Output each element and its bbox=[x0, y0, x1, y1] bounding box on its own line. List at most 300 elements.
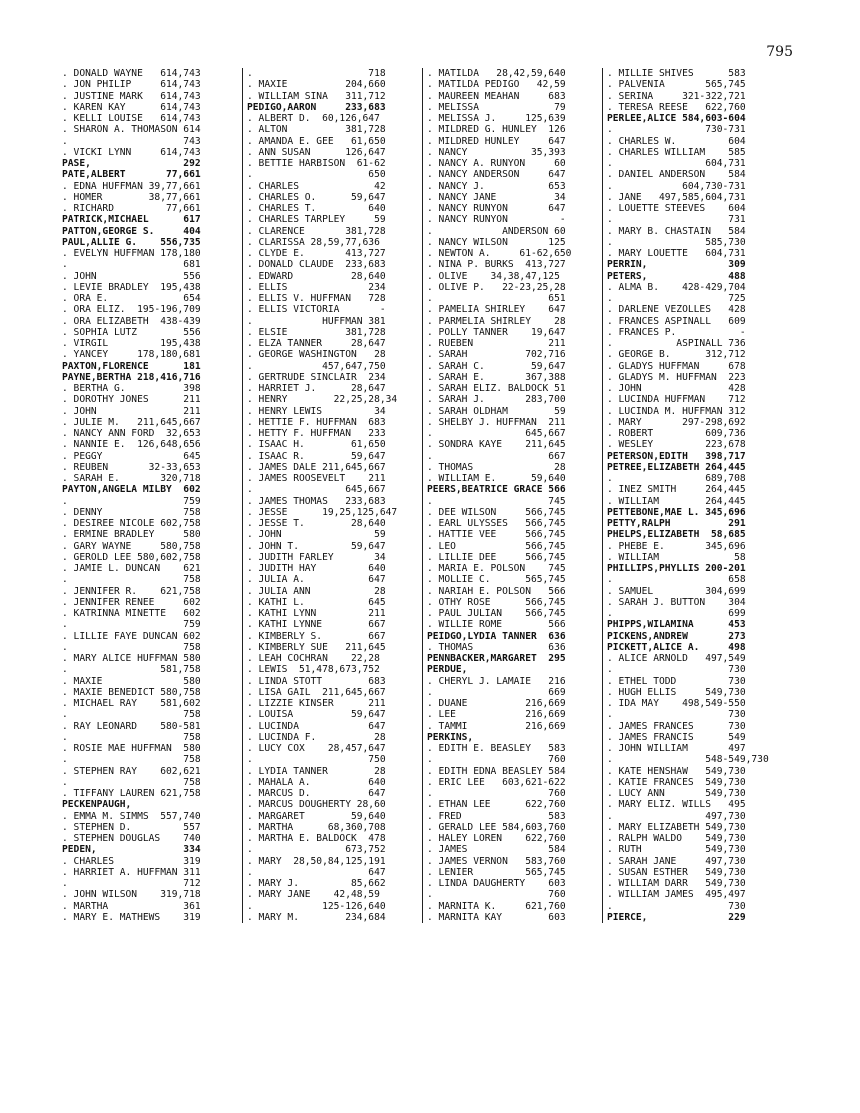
index-columns bbox=[62, 68, 782, 923]
index-entry: . MARTHA E. BALDOCK 478 bbox=[247, 833, 386, 844]
index-entry: . ALMA B. 428-429,704 bbox=[607, 281, 746, 293]
index-entry: . MILDRED HUNLEY 647 bbox=[427, 135, 566, 147]
index-entry: . LUCINDA 647 bbox=[247, 720, 386, 732]
index-entry: . MATILDA PEDIGO 42,59 bbox=[427, 79, 566, 91]
index-entry: . WILLIAM SINA 311,712 bbox=[247, 90, 386, 102]
index-surname-entry: PETTEBONE,MAE L. 345,696 bbox=[607, 506, 746, 518]
index-entry: . 718 bbox=[247, 68, 386, 79]
index-entry: . JOHN T. 59,647 bbox=[247, 540, 386, 552]
index-surname-entry: PATRICK,MICHAEL 617 bbox=[62, 214, 201, 226]
index-entry: . HETTY F. HUFFMAN 233 bbox=[247, 428, 386, 439]
index-entry: . WILLIAM 264,445 bbox=[607, 495, 746, 507]
index-entry: . MARGARET 59,640 bbox=[247, 810, 386, 822]
index-entry: . RUEBEN 211 bbox=[427, 338, 566, 349]
index-entry: . MILDRED G. HUNLEY 126 bbox=[427, 124, 566, 136]
index-entry: . SAMUEL 304,699 bbox=[607, 585, 746, 597]
index-entry: . GERALD LEE 584,603,760 bbox=[427, 821, 566, 833]
index-entry: . ALBERT D. 60,126,647 bbox=[247, 113, 380, 124]
index-surname-entry: PASE, 292 bbox=[62, 158, 201, 169]
index-entry: . CHARLES 319 bbox=[62, 855, 201, 867]
index-entry: . MARY 297-298,692 bbox=[607, 416, 746, 428]
index-entry: . PALVENIA 565,745 bbox=[607, 79, 746, 91]
index-entry: . JON PHILIP 614,743 bbox=[62, 79, 201, 91]
index-surname-entry: PERLEE,ALICE 584,603-604 bbox=[607, 113, 746, 124]
index-entry: . MARTHA 68,360,708 bbox=[247, 821, 386, 833]
index-entry: . HUFFMAN 381 bbox=[247, 315, 386, 327]
index-entry: . NANCY RUNYON 647 bbox=[427, 203, 566, 214]
index-entry: . JENNIFER RENEE 602 bbox=[62, 596, 201, 608]
index-entry: . MICHAEL RAY 581,602 bbox=[62, 698, 201, 709]
index-entry: . GLADYS HUFFMAN 678 bbox=[607, 360, 746, 372]
index-entry: . PEGGY 645 bbox=[62, 450, 201, 462]
index-entry: . JOHN 556 bbox=[62, 270, 201, 282]
index-entry: . HARRIET A. HUFFMAN 311 bbox=[62, 866, 201, 878]
index-entry: . ISAAC H. 61,650 bbox=[247, 439, 386, 451]
index-entry: . JOHN 59 bbox=[247, 529, 386, 541]
index-entry: . MARY 28,50,84,125,191 bbox=[247, 855, 386, 867]
index-entry: . 730 bbox=[607, 900, 746, 912]
index-entry: . JULIA A. 647 bbox=[247, 574, 386, 586]
index-entry: . KATHI L. 645 bbox=[247, 596, 386, 608]
index-entry: . 743 bbox=[62, 135, 201, 147]
index-entry: . DANIEL ANDERSON 584 bbox=[607, 169, 746, 181]
index-entry: . LEO 566,745 bbox=[427, 540, 566, 552]
index-entry: . STEPHEN DOUGLAS 740 bbox=[62, 833, 201, 844]
index-entry: . KATIE FRANCES 549,730 bbox=[607, 776, 746, 788]
index-entry: . LEVIE BRADLEY 195,438 bbox=[62, 281, 201, 293]
index-entry: . KAREN KAY 614,743 bbox=[62, 101, 201, 113]
index-entry: . JESSE 19,25,125,647 bbox=[247, 506, 398, 518]
index-entry: . ANN SUSAN 126,647 bbox=[247, 146, 386, 158]
index-surname-entry: PEDIGO,AARON 233,683 bbox=[247, 101, 386, 113]
index-surname-entry: PETERS, 488 bbox=[607, 270, 746, 282]
index-entry: . SONDRA KAYE 211,645 bbox=[427, 439, 566, 451]
index-entry: . 651 bbox=[427, 293, 566, 304]
index-entry: . JAMIE L. DUNCAN 621 bbox=[62, 563, 201, 574]
index-entry: . ELLIS 234 bbox=[247, 281, 386, 293]
index-surname-entry: PAXTON,FLORENCE 181 bbox=[62, 360, 201, 372]
index-entry: . ELSIE 381,728 bbox=[247, 326, 386, 338]
index-entry: . SARAH 702,716 bbox=[427, 349, 566, 361]
index-entry: . EDITH E. BEASLEY 583 bbox=[427, 743, 566, 754]
index-entry: . ORA ELIZ. 195-196,709 bbox=[62, 304, 201, 316]
index-entry: . MAXIE 204,660 bbox=[247, 79, 386, 91]
index-entry: . 457,647,750 bbox=[247, 360, 386, 372]
index-entry: . LEAH COCHRAN 22,28 bbox=[247, 653, 380, 664]
index-entry: . 758 bbox=[62, 754, 201, 766]
index-entry: . JAMES VERNON 583,760 bbox=[427, 855, 566, 867]
index-entry: . JUDITH HAY 640 bbox=[247, 563, 386, 574]
index-entry: . 758 bbox=[62, 709, 201, 721]
index-entry: . 497,730 bbox=[607, 810, 746, 822]
index-entry: . NANCY ANN FORD 32,653 bbox=[62, 428, 201, 439]
index-entry: . ETHEL TODD 730 bbox=[607, 675, 746, 687]
index-entry: . LUCY COX 28,457,647 bbox=[247, 743, 386, 754]
index-entry: . RUTH 549,730 bbox=[607, 844, 746, 856]
index-entry: . NANCY WILSON 125 bbox=[427, 236, 566, 248]
index-entry: . 730-731 bbox=[607, 124, 746, 136]
index-entry: . JOHN 211 bbox=[62, 405, 201, 417]
index-entry: . DENNY 758 bbox=[62, 506, 201, 518]
index-entry: . LUCY ANN 549,730 bbox=[607, 788, 746, 799]
index-entry: . GERTRUDE SINCLAIR 234 bbox=[247, 371, 386, 383]
index-entry: . LIZZIE KINSER 211 bbox=[247, 698, 386, 709]
index-surname-entry: PAUL,ALLIE G. 556,735 bbox=[62, 236, 201, 248]
index-entry: . EDWARD 28,640 bbox=[247, 270, 386, 282]
index-entry: . 647 bbox=[247, 866, 386, 878]
index-entry: . MARY J. 85,662 bbox=[247, 878, 386, 889]
index-entry: . JAMES THOMAS 233,683 bbox=[247, 495, 386, 507]
index-entry: . 585,730 bbox=[607, 236, 746, 248]
index-entry: . LUCINDA HUFFMAN 712 bbox=[607, 394, 746, 406]
index-entry: . JOHN WILSON 319,718 bbox=[62, 889, 201, 901]
index-entry: . ERIC LEE 603,621-622 bbox=[427, 776, 566, 788]
index-entry: . RAY LEONARD 580-581 bbox=[62, 720, 201, 732]
index-entry: . MARY ELIZABETH 549,730 bbox=[607, 821, 746, 833]
index-entry: . SARAH J. BUTTON 304 bbox=[607, 596, 746, 608]
index-entry: . LUCINDA F. 28 bbox=[247, 731, 386, 743]
index-entry: . HATTIE VEE 566,745 bbox=[427, 529, 566, 541]
index-entry: . 760 bbox=[427, 788, 566, 799]
index-entry: . CHARLES TARPLEY 59 bbox=[247, 214, 386, 226]
index-entry: . CLYDE E. 413,727 bbox=[247, 248, 386, 259]
index-entry: . ASPINALL 736 bbox=[607, 338, 746, 349]
index-entry: . NANCY RUNYON - bbox=[427, 214, 566, 226]
index-entry: . LEWIS 51,478,673,752 bbox=[247, 664, 380, 676]
index-entry: . INEZ SMITH 264,445 bbox=[607, 484, 746, 496]
index-entry: . ALTON 381,728 bbox=[247, 124, 386, 136]
index-entry: . TIFFANY LAUREN 621,758 bbox=[62, 788, 201, 799]
index-entry: . MARIA E. POLSON 745 bbox=[427, 563, 566, 574]
index-entry: . OLIVE P. 22-23,25,28 bbox=[427, 281, 566, 293]
index-entry: . WILLIAM E. 59,640 bbox=[427, 473, 566, 484]
index-entry: . EDITH EDNA BEASLEY 584 bbox=[427, 765, 566, 777]
index-entry: . RALPH WALDO 549,730 bbox=[607, 833, 746, 844]
index-entry: . MARY ALICE HUFFMAN 580 bbox=[62, 653, 201, 664]
index-entry: . GEROLD LEE 580,602,758 bbox=[62, 551, 201, 563]
index-entry: . GARY WAYNE 580,758 bbox=[62, 540, 201, 552]
index-entry: . KELLI LOUISE 614,743 bbox=[62, 113, 201, 124]
index-entry: . 758 bbox=[62, 641, 201, 653]
index-entry: . LYDIA TANNER 28 bbox=[247, 765, 386, 777]
index-entry: . YANCEY 178,180,681 bbox=[62, 349, 201, 361]
index-entry: . JUSTINE MARK 614,743 bbox=[62, 90, 201, 102]
index-entry: . BERTHA G. 398 bbox=[62, 383, 201, 394]
index-entry: . SOPHIA LUTZ 556 bbox=[62, 326, 201, 338]
index-entry: . ELZA TANNER 28,647 bbox=[247, 338, 386, 349]
index-entry: . SHELBY J. HUFFMAN 211 bbox=[427, 416, 566, 428]
index-entry: . JAMES FRANCIS 549 bbox=[607, 731, 746, 743]
index-entry: . MARY ELIZ. WILLS 495 bbox=[607, 799, 746, 811]
index-entry: . WILLIAM JAMES 495,497 bbox=[607, 889, 746, 901]
index-entry: . DONALD WAYNE 614,743 bbox=[62, 68, 201, 79]
index-entry: . NANCY J. 653 bbox=[427, 180, 566, 192]
index-entry: . 759 bbox=[62, 495, 201, 507]
index-entry: . MAXIE 580 bbox=[62, 675, 201, 687]
index-entry: . JOHN 428 bbox=[607, 383, 746, 394]
index-entry: . MARNITA K. 621,760 bbox=[427, 900, 566, 912]
index-entry: . MARY B. CHASTAIN 584 bbox=[607, 225, 746, 237]
index-entry: . DARLENE VEZOLLES 428 bbox=[607, 304, 746, 316]
index-entry: . MARCUS DOUGHERTY 28,60 bbox=[247, 799, 386, 811]
index-entry: . SARAH C. 59,647 bbox=[427, 360, 566, 372]
index-surname-entry: PEDEN, 334 bbox=[62, 844, 201, 856]
index-entry: . NANNIE E. 126,648,656 bbox=[62, 439, 201, 451]
index-entry: . 548-549,730 bbox=[607, 754, 769, 766]
index-entry: . OTHY ROSE 566,745 bbox=[427, 596, 566, 608]
index-entry: . 758 bbox=[62, 574, 201, 586]
index-surname-entry: PHELPS,ELIZABETH 58,685 bbox=[607, 529, 746, 541]
index-entry: . ORA E. 654 bbox=[62, 293, 201, 304]
index-entry: . CHARLES 42 bbox=[247, 180, 386, 192]
index-entry: . SARAH JANE 497,730 bbox=[607, 855, 746, 867]
index-entry: . NANCY ANDERSON 647 bbox=[427, 169, 566, 181]
index-entry: . HOMER 38,77,661 bbox=[62, 191, 201, 203]
index-entry: . SARAH OLDHAM 59 bbox=[427, 405, 566, 417]
index-entry: . VIRGIL 195,438 bbox=[62, 338, 201, 349]
index-entry: . 125-126,640 bbox=[247, 900, 386, 912]
index-entry: . EMMA M. SIMMS 557,740 bbox=[62, 810, 201, 822]
index-entry: . WILLIAM 58 bbox=[607, 551, 746, 563]
index-entry: . EDNA HUFFMAN 39,77,661 bbox=[62, 180, 201, 192]
index-entry: . HALEY LOREN 622,760 bbox=[427, 833, 566, 844]
index-column-4 bbox=[602, 68, 782, 923]
index-entry: . HUGH ELLIS 549,730 bbox=[607, 686, 746, 698]
index-entry: . NEWTON A. 61-62,650 bbox=[427, 248, 572, 259]
index-entry: . GEORGE WASHINGTON 28 bbox=[247, 349, 386, 361]
index-entry: . ETHAN LEE 622,760 bbox=[427, 799, 566, 811]
index-entry: . 681 bbox=[62, 259, 201, 271]
index-entry: . THOMAS 28 bbox=[427, 461, 566, 473]
index-entry: . LINDA STOTT 683 bbox=[247, 675, 386, 687]
index-entry: . TERESA REESE 622,760 bbox=[607, 101, 746, 113]
index-entry: . SERINA 321-322,721 bbox=[607, 90, 746, 102]
index-entry: . SHARON A. THOMASON 614 bbox=[62, 124, 201, 136]
index-entry: . 604,731 bbox=[607, 158, 746, 169]
index-entry: . CHARLES WILLIAM 585 bbox=[607, 146, 746, 158]
index-entry: . MAUREEN MEAHAN 683 bbox=[427, 90, 566, 102]
index-entry: . NARIAH E. POLSON 566 bbox=[427, 585, 566, 597]
index-entry: . ELLIS VICTORIA - bbox=[247, 304, 386, 316]
index-entry: . SARAH J. 283,700 bbox=[427, 394, 566, 406]
index-entry: . CHARLES O. 59,647 bbox=[247, 191, 386, 203]
index-entry: . MOLLIE C. 565,745 bbox=[427, 574, 566, 586]
index-entry: . MARY E. MATHEWS 319 bbox=[62, 911, 201, 923]
index-entry: . JAMES 584 bbox=[427, 844, 566, 856]
index-entry: . LILLIE DEE 566,745 bbox=[427, 551, 566, 563]
index-entry: . MARY LOUETTE 604,731 bbox=[607, 248, 746, 259]
index-entry: . ISAAC R. 59,647 bbox=[247, 450, 386, 462]
index-entry: . IDA MAY 498,549-550 bbox=[607, 698, 746, 709]
index-entry: . FRANCES P. - bbox=[607, 326, 746, 338]
index-entry: . PAUL JULIAN 566,745 bbox=[427, 608, 566, 619]
index-entry: . CHERYL J. LAMAIE 216 bbox=[427, 675, 566, 687]
index-entry: . SARAH ELIZ. BALDOCK 51 bbox=[427, 383, 566, 394]
index-entry: . WILLIAM DARR 549,730 bbox=[607, 878, 746, 889]
index-entry: . 669 bbox=[427, 686, 566, 698]
index-entry: . GEORGE B. 312,712 bbox=[607, 349, 746, 361]
index-entry: . CHARLES W. 604 bbox=[607, 135, 746, 147]
index-entry: . POLLY TANNER 19,647 bbox=[427, 326, 566, 338]
index-surname-entry: PERDUE, bbox=[427, 664, 468, 676]
index-surname-entry: PEIDGO,LYDIA TANNER 636 bbox=[427, 630, 566, 642]
index-entry: . 759 bbox=[62, 619, 201, 631]
index-entry: . KATHI LYNNE 667 bbox=[247, 619, 386, 631]
index-entry: . 730 bbox=[607, 709, 746, 721]
index-entry: . JUDITH FARLEY 34 bbox=[247, 551, 386, 563]
index-entry: . 658 bbox=[607, 574, 746, 586]
index-entry: . WESLEY 223,678 bbox=[607, 439, 746, 451]
index-entry: . 604,730-731 bbox=[607, 180, 746, 192]
index-entry: . MATILDA 28,42,59,640 bbox=[427, 68, 566, 79]
index-surname-entry: PHILLIPS,PHYLLIS 200-201 bbox=[607, 563, 746, 574]
index-entry: . 645,667 bbox=[427, 428, 566, 439]
index-surname-entry: PATTON,GEORGE S. 404 bbox=[62, 225, 201, 237]
index-entry: . HETTIE F. HUFFMAN 683 bbox=[247, 416, 386, 428]
index-surname-entry: PETREE,ELIZABETH 264,445 bbox=[607, 461, 746, 473]
index-entry: . SUSAN ESTHER 549,730 bbox=[607, 866, 746, 878]
index-entry: . TAMMI 216,669 bbox=[427, 720, 566, 732]
index-entry: . KATHI LYNN 211 bbox=[247, 608, 386, 619]
index-entry: . MARY JANE 42,48,59 bbox=[247, 889, 380, 901]
index-entry: . JANE 497,585,604,731 bbox=[607, 191, 746, 203]
index-entry: . DESIREE NICOLE 602,758 bbox=[62, 518, 201, 529]
index-entry: . KATE HENSHAW 549,730 bbox=[607, 765, 746, 777]
index-entry: . ALICE ARNOLD 497,549 bbox=[607, 653, 746, 664]
index-entry: . LISA GAIL 211,645,667 bbox=[247, 686, 386, 698]
index-entry: . ERMINE BRADLEY 580 bbox=[62, 529, 201, 541]
index-entry: . ROSIE MAE HUFFMAN 580 bbox=[62, 743, 201, 754]
index-entry: . NANCY 35,393 bbox=[427, 146, 566, 158]
index-entry: . EVELYN HUFFMAN 178,180 bbox=[62, 248, 201, 259]
index-entry: . PHEBE E. 345,696 bbox=[607, 540, 746, 552]
index-entry: . MARY M. 234,684 bbox=[247, 911, 386, 923]
index-entry: . FRED 583 bbox=[427, 810, 566, 822]
index-entry: . 712 bbox=[62, 878, 201, 889]
index-entry: . JULIE M. 211,645,667 bbox=[62, 416, 201, 428]
index-entry: . 750 bbox=[247, 754, 386, 766]
index-entry: . CLARISSA 28,59,77,636 bbox=[247, 236, 380, 248]
index-surname-entry: PETERSON,EDITH 398,717 bbox=[607, 450, 746, 462]
index-entry: . SARAH E. 367,388 bbox=[427, 371, 566, 383]
index-surname-entry: PERRIN, 309 bbox=[607, 259, 746, 271]
index-entry: . 673,752 bbox=[247, 844, 386, 856]
index-entry: . ORA ELIZABETH 438-439 bbox=[62, 315, 201, 327]
index-entry: . AMANDA E. GEE 61,650 bbox=[247, 135, 386, 147]
index-surname-entry: PATE,ALBERT 77,661 bbox=[62, 169, 201, 181]
index-entry: . MELISSA J. 125,639 bbox=[427, 113, 566, 124]
index-entry: . CHARLES T. 640 bbox=[247, 203, 386, 214]
index-surname-entry: PICKETT,ALICE A. 498 bbox=[607, 641, 746, 653]
index-entry: . JAMES ROOSEVELT 211 bbox=[247, 473, 386, 484]
index-column-2 bbox=[242, 68, 422, 923]
index-entry: . NANCY JANE 34 bbox=[427, 191, 566, 203]
index-entry: . RICHARD 77,661 bbox=[62, 203, 201, 214]
index-entry: . THOMAS 636 bbox=[427, 641, 566, 653]
index-entry: . PAMELIA SHIRLEY 647 bbox=[427, 304, 566, 316]
index-column-3 bbox=[422, 68, 602, 923]
index-entry: . PARMELIA SHIRLEY 28 bbox=[427, 315, 566, 327]
index-entry: . STEPHEN D. 557 bbox=[62, 821, 201, 833]
index-entry: . 758 bbox=[62, 731, 201, 743]
index-entry: . JESSE T. 28,640 bbox=[247, 518, 386, 529]
index-entry: . JOHN WILLIAM 497 bbox=[607, 743, 746, 754]
index-entry: . 650 bbox=[247, 169, 386, 181]
index-entry: . ROBERT 609,736 bbox=[607, 428, 746, 439]
index-entry: . STEPHEN RAY 602,621 bbox=[62, 765, 201, 777]
index-entry: . JULIA ANN 28 bbox=[247, 585, 386, 597]
index-entry: . JAMES DALE 211,645,667 bbox=[247, 461, 386, 473]
index-entry: . OLIVE 34,38,47,125 bbox=[427, 270, 560, 282]
index-surname-entry: PETTY,RALPH 291 bbox=[607, 518, 746, 529]
index-entry: . ELLIS V. HUFFMAN 728 bbox=[247, 293, 386, 304]
index-entry: . WILLIE ROME 566 bbox=[427, 619, 566, 631]
index-entry: . DUANE 216,669 bbox=[427, 698, 566, 709]
index-surname-entry: PIERCE, 229 bbox=[607, 911, 746, 923]
index-entry: . LILLIE FAYE DUNCAN 602 bbox=[62, 630, 201, 642]
index-entry: . SARAH E. 320,718 bbox=[62, 473, 201, 484]
index-entry: . 645,667 bbox=[247, 484, 386, 496]
index-entry: . EARL ULYSSES 566,745 bbox=[427, 518, 566, 529]
index-surname-entry: PECKENPAUGH, bbox=[62, 799, 132, 811]
index-entry: . MARTHA 361 bbox=[62, 900, 201, 912]
index-entry: . MAXIE BENEDICT 580,758 bbox=[62, 686, 201, 698]
index-entry: . DOROTHY JONES 211 bbox=[62, 394, 201, 406]
index-entry: . 667 bbox=[427, 450, 566, 462]
index-entry: . 760 bbox=[427, 889, 566, 901]
index-entry: . LOUETTE STEEVES 604 bbox=[607, 203, 746, 214]
index-entry: . KIMBERLY S. 667 bbox=[247, 630, 386, 642]
index-entry: . VICKI LYNN 614,743 bbox=[62, 146, 201, 158]
index-entry: . LEE 216,669 bbox=[427, 709, 566, 721]
page-number: 795 bbox=[766, 44, 793, 60]
index-entry: . 730 bbox=[607, 664, 746, 676]
index-entry: . 699 bbox=[607, 608, 746, 619]
index-entry: . MAHALA A. 640 bbox=[247, 776, 386, 788]
index-entry: . FRANCES ASPINALL 609 bbox=[607, 315, 746, 327]
index-entry: . KIMBERLY SUE 211,645 bbox=[247, 641, 386, 653]
index-entry: . ANDERSON 60 bbox=[427, 225, 566, 237]
index-entry: . 731 bbox=[607, 214, 746, 226]
index-entry: . BETTIE HARBISON 61-62 bbox=[247, 158, 386, 169]
index-entry: . HENRY LEWIS 34 bbox=[247, 405, 386, 417]
index-entry: . JAMES FRANCES 730 bbox=[607, 720, 746, 732]
index-entry: . MARNITA KAY 603 bbox=[427, 911, 566, 923]
index-entry: . CLARENCE 381,728 bbox=[247, 225, 386, 237]
index-entry: . NINA P. BURKS 413,727 bbox=[427, 259, 566, 271]
index-entry: . HARRIET J. 28,647 bbox=[247, 383, 386, 394]
index-entry: . LOUISA 59,647 bbox=[247, 709, 386, 721]
index-entry: . 758 bbox=[62, 776, 201, 788]
index-entry: . 689,708 bbox=[607, 473, 746, 484]
index-entry: . LENIER 565,745 bbox=[427, 866, 566, 878]
index-entry: . DEE WILSON 566,745 bbox=[427, 506, 566, 518]
index-entry: . 725 bbox=[607, 293, 746, 304]
index-entry: . KATRINNA MINETTE 602 bbox=[62, 608, 201, 619]
index-entry: . MARCUS D. 647 bbox=[247, 788, 386, 799]
index-entry: . JENNIFER R. 621,758 bbox=[62, 585, 201, 597]
index-surname-entry: PAYNE,BERTHA 218,416,716 bbox=[62, 371, 201, 383]
index-entry: . HENRY 22,25,28,34 bbox=[247, 394, 398, 406]
index-entry: . 581,758 bbox=[62, 664, 201, 676]
index-entry: . LUCINDA M. HUFFMAN 312 bbox=[607, 405, 746, 417]
index-entry: . DONALD CLAUDE 233,683 bbox=[247, 259, 386, 271]
index-entry: . MILLIE SHIVES 583 bbox=[607, 68, 746, 79]
index-surname-entry: PEERS,BEATRICE GRACE 566 bbox=[427, 484, 566, 496]
index-column-1 bbox=[62, 68, 242, 923]
index-entry: . REUBEN 32-33,653 bbox=[62, 461, 201, 473]
index-surname-entry: PENNBACKER,MARGARET 295 bbox=[427, 653, 566, 664]
